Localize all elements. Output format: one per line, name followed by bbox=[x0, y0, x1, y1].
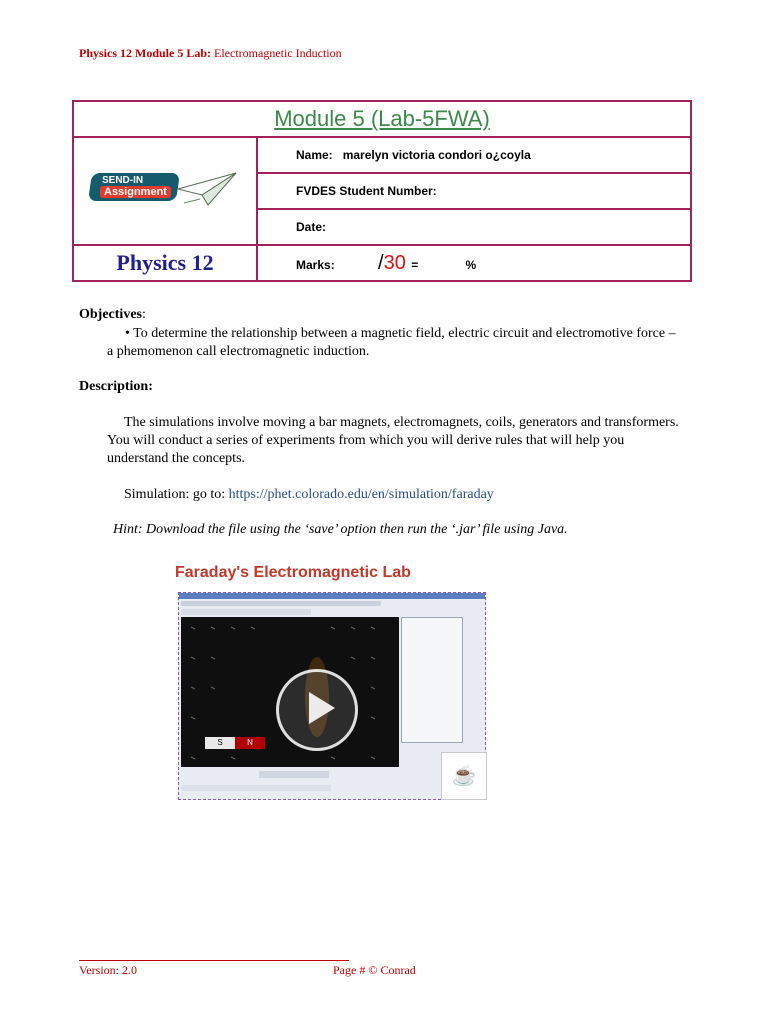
faraday-lab-screenshot bbox=[173, 560, 488, 800]
module-title: Module 5 (Lab-5FWA) bbox=[274, 106, 490, 131]
assignment-info-table bbox=[72, 100, 692, 282]
java-cup-icon: ☕ bbox=[441, 752, 487, 800]
date-field[interactable]: Date: bbox=[257, 209, 691, 245]
objectives-text: • To determine the relationship between a magnetic field, electric circuit and electromotive force – a phemomenon call electromagnetic induction. bbox=[107, 326, 676, 359]
window-menu-bar bbox=[181, 601, 381, 606]
control-panel bbox=[401, 617, 463, 743]
header-course: Physics 12 Module 5 Lab: bbox=[79, 46, 212, 60]
marks-total: 30 bbox=[383, 251, 406, 274]
footer-version: Version: 2.0 bbox=[79, 963, 137, 977]
logo-cell bbox=[73, 137, 257, 245]
hint-text: Hint: Download the file using the ‘save’ option then run the ‘.jar’ file using Java. bbox=[113, 522, 568, 537]
simulation-window bbox=[178, 592, 486, 800]
simulation-link[interactable]: https://phet.colorado.edu/en/simulation/faraday bbox=[228, 487, 494, 502]
magnet-south: S bbox=[205, 737, 235, 749]
play-button-icon[interactable] bbox=[276, 669, 358, 751]
figure-title: Faraday's Electromagnetic Lab bbox=[175, 564, 411, 581]
magnet-north: N bbox=[235, 737, 265, 749]
window-tabs bbox=[181, 609, 311, 615]
description-text: The simulations involve moving a bar magnets, electromagnets, coils, generators and transformers. You will conduct a series of experiments from which you will derive rules that will help you understand the concepts. bbox=[107, 415, 679, 466]
student-number-field[interactable]: FVDES Student Number: bbox=[257, 173, 691, 209]
playback-controls bbox=[259, 771, 329, 778]
page-header bbox=[79, 46, 342, 61]
marks-field: Marks: /30 = % bbox=[257, 245, 691, 281]
description-heading: Description: bbox=[79, 379, 153, 394]
module-title-cell bbox=[73, 101, 691, 137]
footer-page: Page # © Conrad bbox=[333, 963, 416, 977]
header-topic: Electromagnetic Induction bbox=[211, 46, 342, 60]
footer-divider bbox=[79, 960, 349, 961]
course-cell: Physics 12 bbox=[73, 245, 257, 281]
simulation-canvas bbox=[181, 617, 399, 767]
window-title-bar bbox=[179, 593, 485, 599]
name-field[interactable]: Name: marelyn victoria condori o¿coyla bbox=[257, 137, 691, 173]
paper-plane-icon bbox=[178, 169, 238, 209]
objectives-heading: Objectives: bbox=[79, 307, 146, 322]
status-bar bbox=[181, 785, 331, 791]
name-value: marelyn victoria condori o¿coyla bbox=[342, 148, 531, 162]
send-in-assignment-logo: SEND-IN Assignment bbox=[90, 167, 240, 211]
simulation-line: Simulation: go to: https://phet.colorado.edu/en/simulation/faraday bbox=[124, 487, 494, 502]
